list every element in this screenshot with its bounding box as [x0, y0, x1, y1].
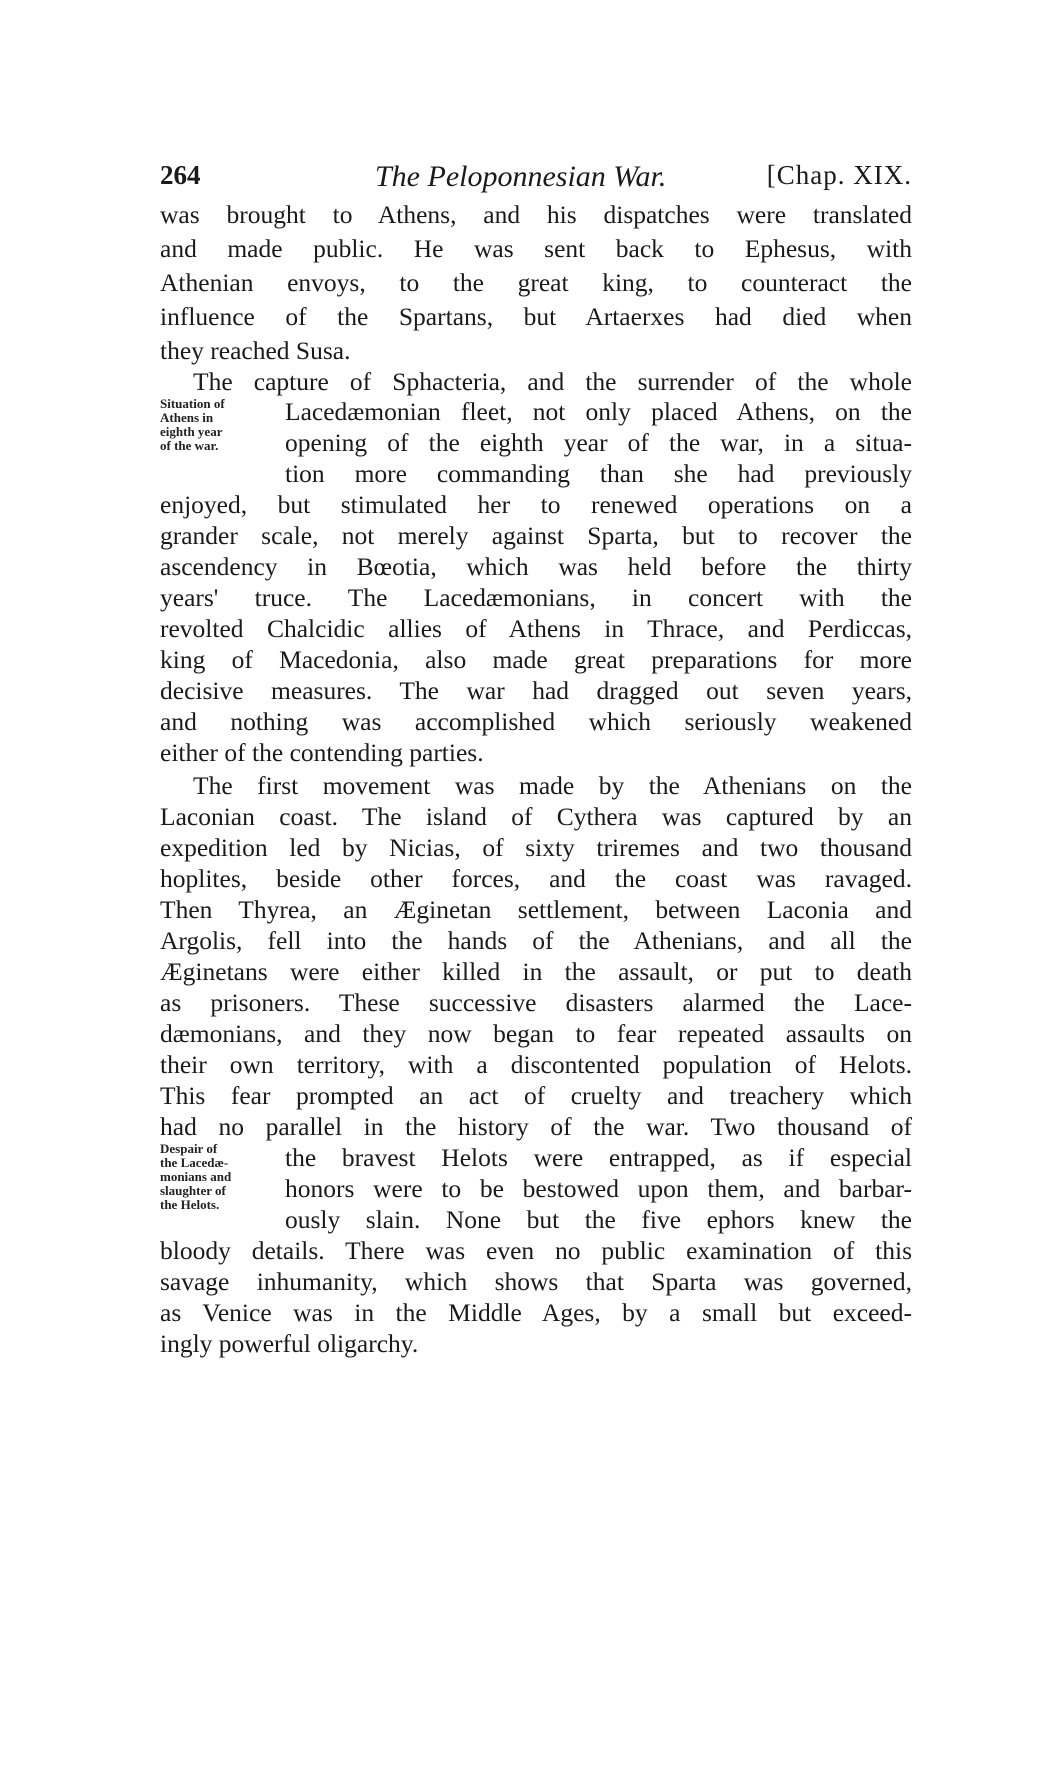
text-line: Laconian coast. The island of Cythera was captured by an [160, 802, 912, 831]
page-number: 264 [160, 160, 201, 190]
text-line: Æginetans were either killed in the assault, or put to death [160, 957, 912, 986]
sidenote-despair [160, 1142, 278, 1212]
text-line: hoplites, beside other forces, and the coast was ravaged. [160, 864, 912, 893]
sidenote-line: the Helots. [160, 1197, 220, 1212]
text-line: ingly powerful oligarchy. [160, 1329, 419, 1358]
sidenote-line: Athens in [160, 410, 214, 425]
sidenote-line: monians and [160, 1169, 232, 1184]
text-line: The capture of Sphacteria, and the surrender of the whole [193, 367, 912, 396]
sidenote-line: the Lacedæ- [160, 1155, 229, 1170]
text-line: ously slain. None but the five ephors knew the [285, 1205, 912, 1234]
text-line: ascendency in Bœotia, which was held before the thirty [160, 552, 912, 581]
sidenote-line: Despair of [160, 1141, 218, 1156]
text-line: Argolis, fell into the hands of the Athenians, and all the [160, 926, 912, 955]
text-line: opening of the eighth year of the war, in a situa- [285, 428, 912, 457]
text-line: bloody details. There was even no public examination of this [160, 1236, 912, 1265]
text-line: they reached Susa. [160, 336, 351, 365]
text-line: either of the contending parties. [160, 738, 484, 767]
text-line: Athenian envoys, to the great king, to counteract the [160, 268, 912, 297]
text-line: revolted Chalcidic allies of Athens in Thrace, and Perdiccas, [160, 614, 912, 643]
text-line: grander scale, not merely against Sparta, but to recover the [160, 521, 912, 550]
text-line: decisive measures. The war had dragged out seven years, [160, 676, 912, 705]
sidenote-line: of the war. [160, 438, 219, 453]
sidenote-line: eighth year [160, 424, 223, 439]
text-line: This fear prompted an act of cruelty and treachery which [160, 1081, 912, 1110]
text-line: had no parallel in the history of the war. Two thousand of [160, 1112, 912, 1141]
sidenote-line: slaughter of [160, 1183, 226, 1198]
text-line: honors were to be bestowed upon them, and barbar- [285, 1174, 912, 1203]
text-line: as prisoners. These successive disasters alarmed the Lace- [160, 988, 912, 1017]
text-line: was brought to Athens, and his dispatches were translated [160, 200, 912, 229]
text-line: king of Macedonia, also made great preparations for more [160, 645, 912, 674]
chapter-reference: [Chap. XIX. [766, 160, 912, 190]
text-line: expedition led by Nicias, of sixty triremes and two thousand [160, 833, 912, 862]
text-line: savage inhumanity, which shows that Sparta was governed, [160, 1267, 912, 1296]
sidenote-situation [160, 397, 278, 453]
text-line: Lacedæmonian fleet, not only placed Athens, on the [285, 397, 912, 426]
text-line: their own territory, with a discontented population of Helots. [160, 1050, 912, 1079]
text-line: influence of the Spartans, but Artaerxes had died when [160, 302, 912, 331]
text-line: as Venice was in the Middle Ages, by a small but exceed- [160, 1298, 912, 1327]
text-line: enjoyed, but stimulated her to renewed operations on a [160, 490, 912, 519]
sidenote-line: Situation of [160, 396, 225, 411]
text-line: tion more commanding than she had previously [285, 459, 912, 488]
running-title: The Peloponnesian War. [375, 160, 667, 193]
text-line: and made public. He was sent back to Ephesus, with [160, 234, 912, 263]
text-line: the bravest Helots were entrapped, as if especial [285, 1143, 912, 1172]
text-line: The first movement was made by the Athenians on the [193, 771, 912, 800]
text-line: dæmonians, and they now began to fear repeated assaults on [160, 1019, 912, 1048]
text-line: years' truce. The Lacedæmonians, in concert with the [160, 583, 912, 612]
text-line: Then Thyrea, an Æginetan settlement, between Laconia and [160, 895, 912, 924]
text-line: and nothing was accomplished which seriously weakened [160, 707, 912, 736]
